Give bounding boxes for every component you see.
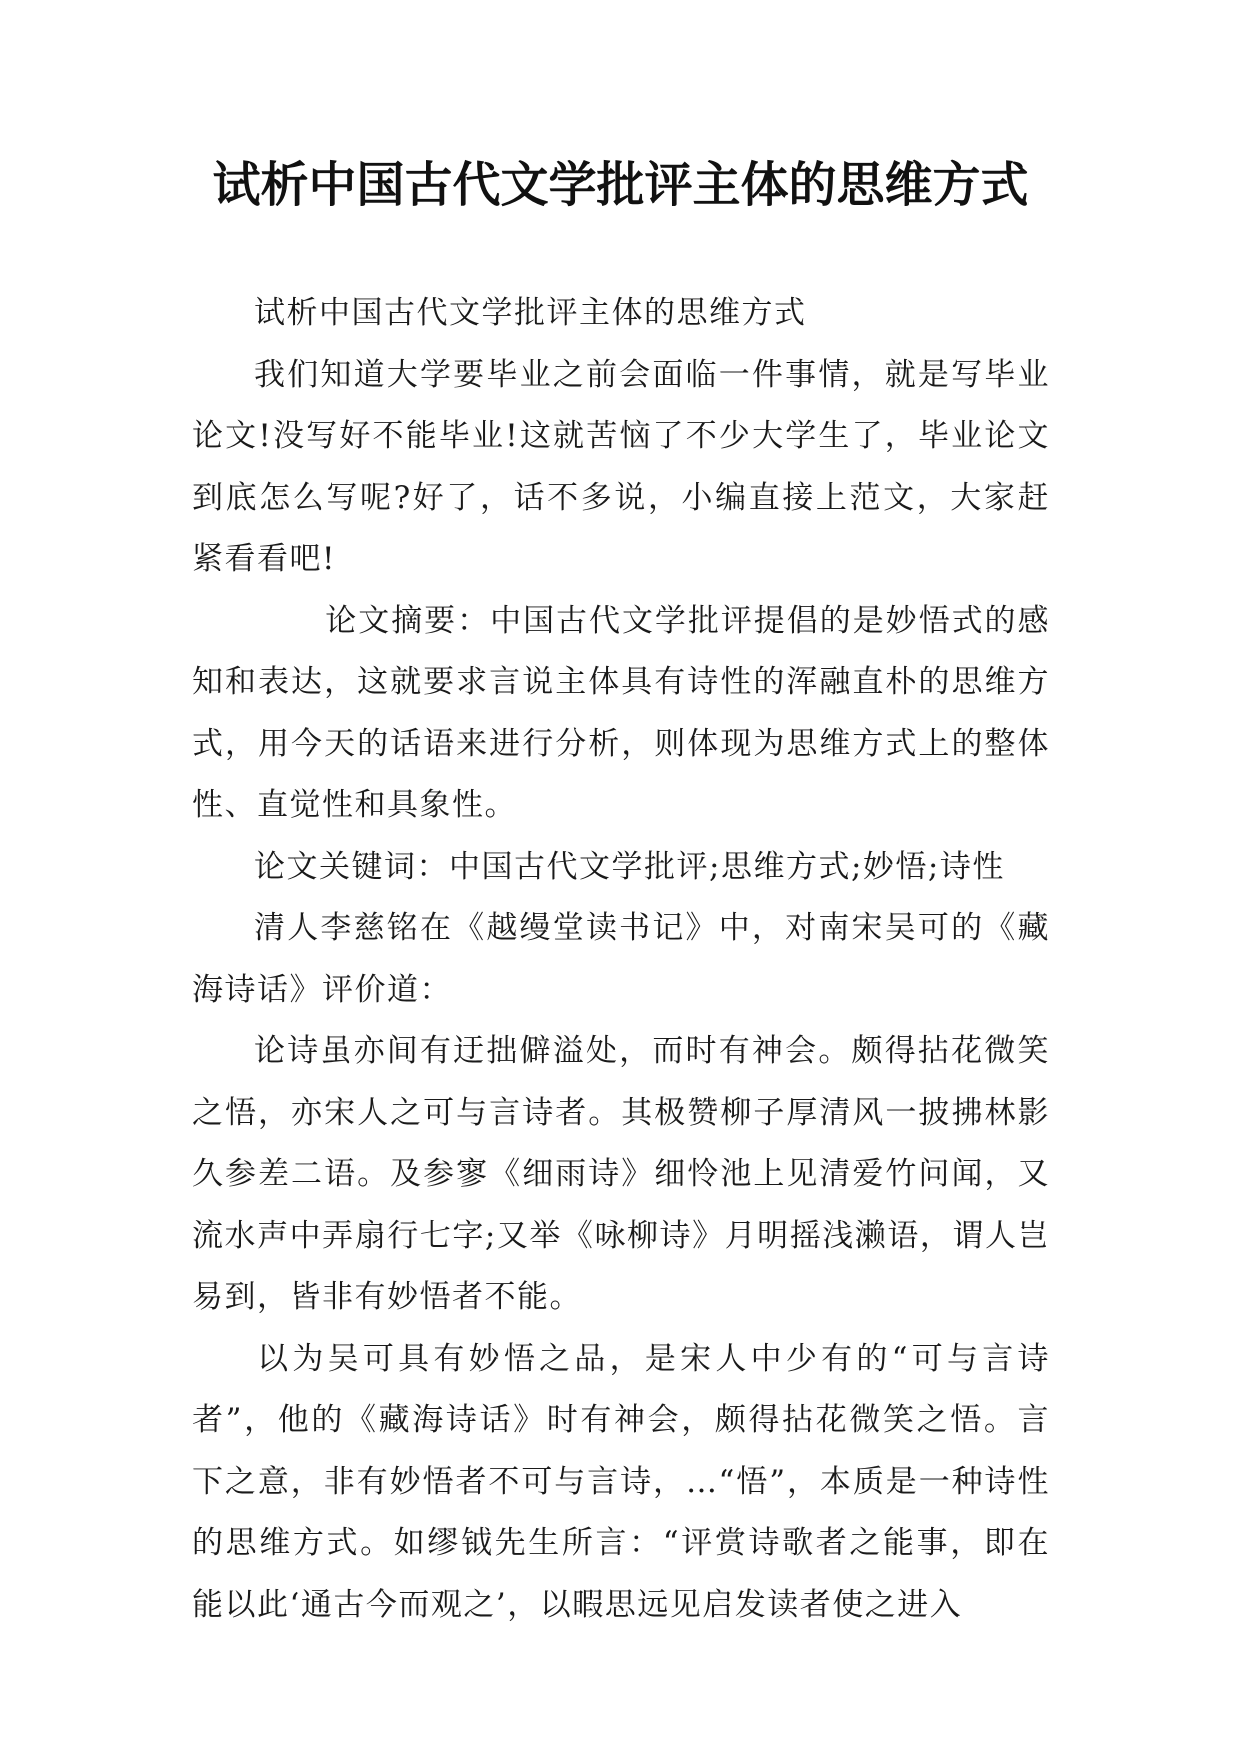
document-title: 试析中国古代文学批评主体的思维方式 [212, 157, 1029, 213]
paragraph-abstract: 论文摘要：中国古代文学批评提倡的是妙悟式的感知和表达，这就要求言说主体具有诗性的浑融直朴的思维方式，用今天的话语来进行分析，则体现为思维方式上的整体性、直觉性和具象性。 [192, 602, 1050, 823]
paragraph-keywords: 论文关键词：中国古代文学批评;思维方式;妙悟;诗性 [254, 848, 1005, 885]
paragraph-body: 清人李慈铭在《越缦堂读书记》中，对南宋吴可的《藏海诗话》评价道： [192, 910, 1050, 1008]
document-body [192, 283, 1050, 1636]
paragraph-intro: 我们知道大学要毕业之前会面临一件事情，就是写毕业论文!没写好不能毕业!这就苦恼了不少大学生了，毕业论文到底怎么写呢?好了，话不多说，小编直接上范文，大家赶紧看看吧! [192, 356, 1050, 577]
paragraph-quote: 论诗虽亦间有迂拙僻溢处，而时有神会。颇得拈花微笑之悟，亦宋人之可与言诗者。其极赞柳子厚清风一披拂林影久参差二语。及参寥《细雨诗》细怜池上见清爱竹问闻，又流水声中弄扇行七字;又举《咏柳诗》月明摇浅濑语，谓人岂易到，皆非有妙悟者不能。 [192, 1033, 1050, 1315]
paragraph-body: 以为吴可具有妙悟之品，是宋人中少有的“可与言诗者”，他的《藏海诗话》时有神会，颇得拈花微笑之悟。言下之意，非有妙悟者不可与言诗，…“悟”，本质是一种诗性的思维方式。如缪钺先生所言：“评赏诗歌者之能事，即在能以此‘通古今而观之’，以暇思远见启发读者使之进入 [192, 1340, 1050, 1623]
paragraph-heading: 试析中国古代文学批评主体的思维方式 [254, 295, 807, 331]
